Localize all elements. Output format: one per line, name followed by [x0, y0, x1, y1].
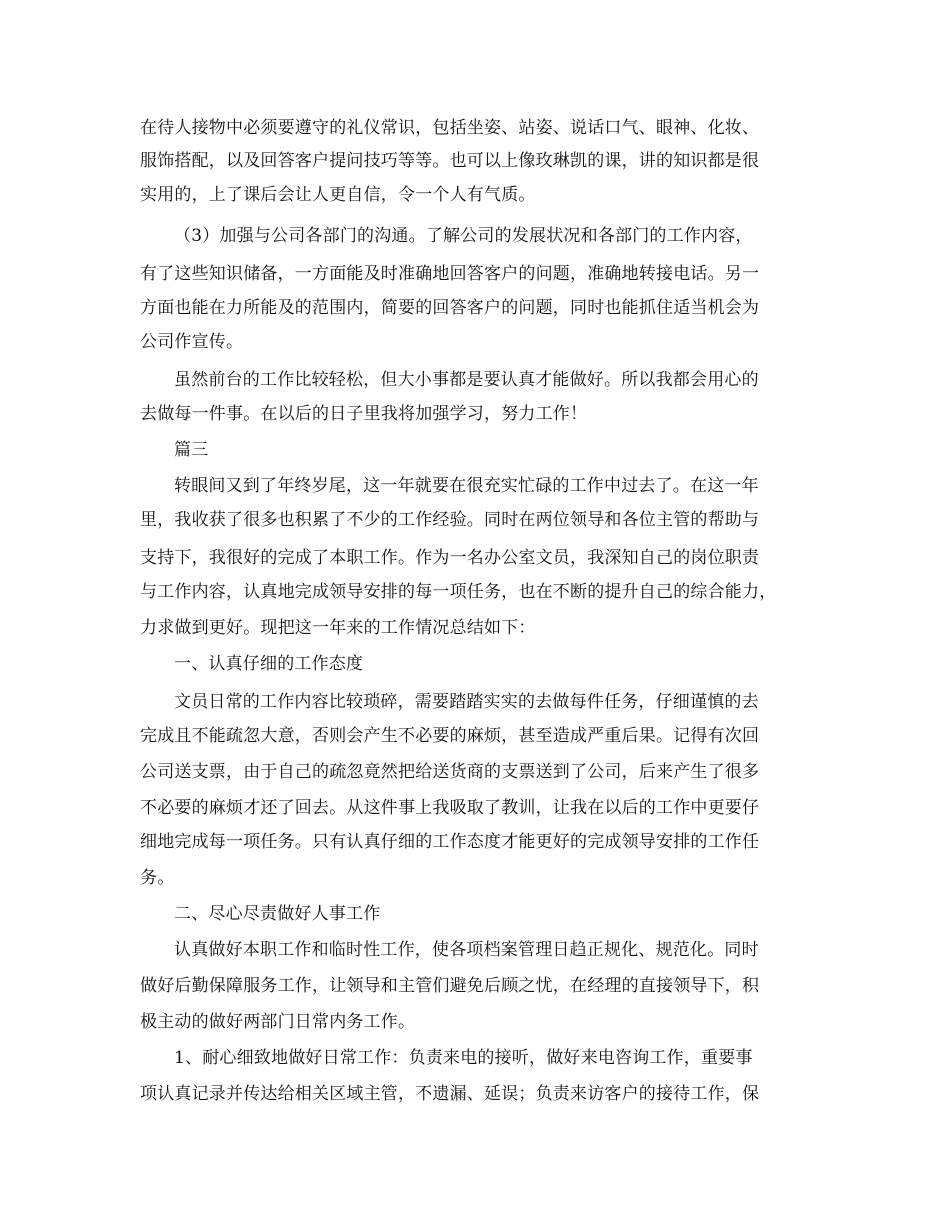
text-line: 里，我收获了很多也积累了不少的工作经验。同时在两位领导和各位主管的帮助与: [140, 510, 760, 530]
text-line: 支持下，我很好的完成了本职工作。作为一名办公室文员，我深知自己的岗位职责: [140, 548, 760, 568]
text-line: 在待人接物中必须要遵守的礼仪常识，包括坐姿、站姿、说话口气、眼神、化妆、: [140, 118, 760, 138]
text-line: 公司送支票，由于自己的疏忽竟然把给送货商的支票送到了公司，后来产生了很多: [140, 762, 760, 782]
section-heading: 篇三: [174, 440, 209, 460]
text-line: 务。: [140, 868, 175, 888]
text-line: 项认真记录并传达给相关区域主管，不遗漏、延误；负责来访客户的接待工作，保: [140, 1084, 760, 1104]
text-line: 做好后勤保障服务工作，让领导和主管们避免后顾之忧，在经理的直接领导下，积: [140, 976, 760, 996]
text-line: （3）加强与公司各部门的沟通。了解公司的发展状况和各部门的工作内容，: [174, 226, 753, 246]
text-line: 公司作宣传。: [140, 332, 244, 352]
text-line: 不必要的麻烦才还了回去。从这件事上我吸取了教训，让我在以后的工作中更要仔: [140, 798, 760, 818]
text-line: 实用的，上了课后会让人更自信，令一个人有气质。: [140, 185, 536, 205]
text-line: 去做每一件事。在以后的日子里我将加强学习，努力工作！: [140, 404, 588, 424]
text-line: 虽然前台的工作比较轻松，但大小事都是要认真才能做好。所以我都会用心的: [174, 370, 759, 390]
text-line: 方面也能在力所能及的范围内，简要的回答客户的问题，同时也能抓住适当机会为: [140, 298, 760, 318]
text-line: 服饰搭配，以及回答客户提问技巧等等。也可以上像玫琳凯的课，讲的知识都是很: [140, 151, 760, 171]
text-line: 转眼间又到了年终岁尾，这一年就要在很充实忙碌的工作中过去了。在这一年: [174, 476, 759, 496]
text-line: 极主动的做好两部门日常内务工作。: [140, 1012, 416, 1032]
text-line: 认真做好本职工作和临时性工作，使各项档案管理日趋正规化、规范化。同时: [174, 940, 759, 960]
text-line: 细地完成每一项任务。只有认真仔细的工作态度才能更好的完成领导安排的工作任: [140, 832, 760, 852]
section-heading: 一、认真仔细的工作态度: [174, 654, 364, 674]
section-heading: 二、尽心尽责做好人事工作: [174, 904, 381, 924]
text-line: 与工作内容，认真地完成领导安排的每一项任务，也在不断的提升自己的综合能力，: [140, 582, 777, 602]
text-line: 1、耐心细致地做好日常工作：负责来电的接听，做好来电咨询工作，重要事: [174, 1048, 753, 1068]
text-line: 完成且不能疏忽大意，否则会产生不必要的麻烦，甚至造成严重后果。记得有次回: [140, 726, 760, 746]
text-line: 力求做到更好。现把这一年来的工作情况总结如下：: [140, 618, 536, 638]
text-line: 文员日常的工作内容比较琐碎，需要踏踏实实的去做每件任务，仔细谨慎的去: [174, 692, 759, 712]
text-line: 有了这些知识储备，一方面能及时准确地回答客户的问题，准确地转接电话。另一: [140, 264, 760, 284]
